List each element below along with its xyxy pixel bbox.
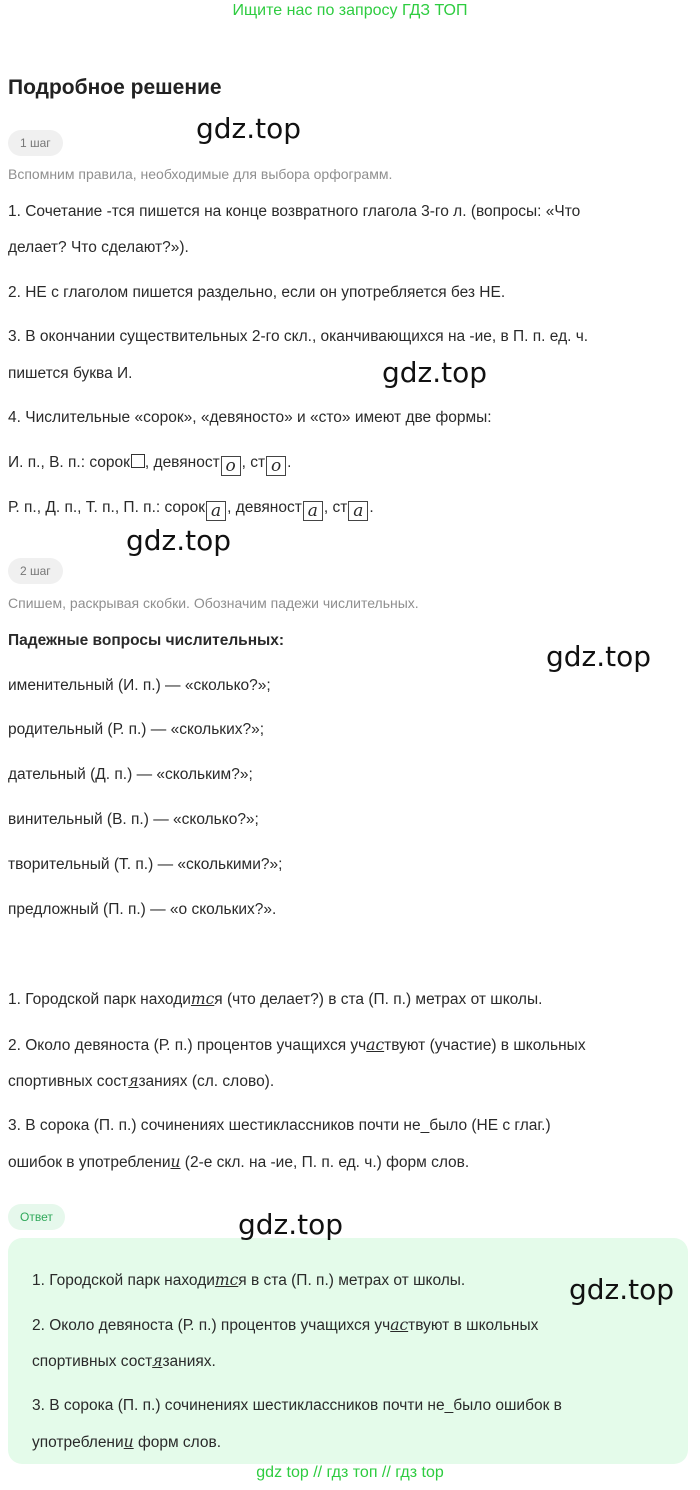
case-item: творительный (Т. п.) — «сколькими?»; (8, 856, 283, 873)
sentence-text: ошибок в употреблени (8, 1154, 171, 1171)
answer-text: спортивных сост (32, 1353, 153, 1370)
sentence-text: (2-е скл. на -ие, П. п. ед. ч.) форм слов. (180, 1154, 470, 1171)
sentence-2-line-2 (8, 1072, 274, 1091)
case-item: родительный (Р. п.) — «скольких?»; (8, 721, 265, 738)
forms-nom-prefix: И. п., В. п.: сорок (8, 454, 130, 471)
answer-badge: Ответ (8, 1204, 65, 1230)
watermark: gdz.top (196, 112, 302, 145)
rule-3-line-1: 3. В окончании существительных 2-го скл., оканчивающихся на -ие, в П. п. ед. ч. (8, 328, 589, 345)
highlighted-orthogram: ас (390, 1316, 409, 1334)
sentence-text: 2. Около девяноста (Р. п.) процентов учащихся уч (8, 1037, 367, 1054)
highlighted-orthogram: тс (190, 990, 215, 1008)
answer-text: твуют в школьных (408, 1317, 539, 1334)
answer-text: употреблени (32, 1434, 124, 1451)
answer-line-4: 3. В сорока (П. п.) сочинениях шестиклассников почти не_было ошибок в (32, 1397, 562, 1414)
sentence-3-line-1: 3. В сорока (П. п.) сочинениях шестиклассников почти не_было (НЕ с глаг.) (8, 1117, 551, 1134)
case-item: предложный (П. п.) — «о скольких?». (8, 901, 277, 918)
footer-links: gdz top // гдз топ // гдз top (256, 1464, 444, 1481)
rule-1-line-1: 1. Сочетание -тся пишется на конце возвратного глагола 3-го л. (вопросы: «Что (8, 203, 581, 220)
step-1-hint: Вспомним правила, необходимые для выбора орфограмм. (8, 166, 393, 182)
step-2-badge: 2 шаг (8, 558, 63, 584)
forms-nominative-line (8, 454, 291, 476)
watermark: gdz.top (546, 640, 652, 673)
forms-nom-end: . (287, 454, 292, 471)
letter-box: а (206, 501, 226, 521)
sentence-text: твуют (участие) в школьных (384, 1037, 586, 1054)
sentence-3-line-2 (8, 1153, 469, 1172)
forms-other-cases-line (8, 499, 374, 521)
empty-box-icon (131, 454, 145, 468)
forms-nom-text-1: , девяност (144, 454, 220, 471)
letter-box: а (348, 501, 368, 521)
rule-1-line-2: делает? Что сделают?»). (8, 239, 189, 256)
sentence-1 (8, 990, 542, 1009)
search-banner: Ищите нас по запросу ГДЗ ТОП (232, 2, 468, 19)
letter-box: о (266, 456, 286, 476)
sentence-text: 1. Городской парк находи (8, 991, 191, 1008)
answer-line-5 (32, 1433, 221, 1452)
watermark: gdz.top (382, 356, 488, 389)
answer-text: форм слов. (133, 1434, 222, 1451)
highlighted-orthogram: я (128, 1072, 139, 1090)
page-title: Подробное решение (8, 76, 222, 99)
answer-line-3 (32, 1352, 216, 1371)
step-2-hint: Спишем, раскрывая скобки. Обозначим падежи числительных. (8, 595, 419, 611)
answer-text: заниях. (162, 1353, 216, 1370)
answer-text: 2. Около девяноста (Р. п.) процентов учащихся уч (32, 1317, 391, 1334)
highlighted-orthogram: тс (214, 1271, 239, 1289)
answer-text: я в ста (П. п.) метрах от школы. (238, 1272, 466, 1289)
cases-title: Падежные вопросы числительных: (8, 632, 285, 649)
forms-oth-text-2: , ст (323, 499, 348, 516)
watermark: gdz.top (238, 1208, 344, 1241)
sentence-text: спортивных сост (8, 1073, 129, 1090)
case-item: винительный (В. п.) — «сколько?»; (8, 811, 259, 828)
sentence-2-line-1 (8, 1036, 586, 1055)
rule-4: 4. Числительные «сорок», «девяносто» и «сто» имеют две формы: (8, 409, 492, 426)
answer-line-2 (32, 1316, 538, 1335)
case-item: дательный (Д. п.) — «скольким?»; (8, 766, 253, 783)
forms-oth-text-1: , девяност (227, 499, 302, 516)
sentence-text: я (что делает?) в ста (П. п.) метрах от школы. (214, 991, 543, 1008)
forms-oth-prefix: Р. п., Д. п., Т. п., П. п.: сорок (8, 499, 206, 516)
watermark: gdz.top (569, 1273, 675, 1306)
rule-2: 2. НЕ с глаголом пишется раздельно, если он употребляется без НЕ. (8, 284, 506, 301)
answer-line-1 (32, 1271, 465, 1290)
sentence-text: заниях (сл. слово). (138, 1073, 275, 1090)
letter-box: а (303, 501, 323, 521)
highlighted-orthogram: ас (366, 1036, 385, 1054)
watermark: gdz.top (126, 524, 232, 557)
forms-oth-end: . (369, 499, 374, 516)
highlighted-orthogram: и (170, 1153, 181, 1171)
case-item: именительный (И. п.) — «сколько?»; (8, 677, 271, 694)
step-1-badge: 1 шаг (8, 130, 63, 156)
letter-box: о (221, 456, 241, 476)
forms-nom-text-2: , ст (241, 454, 266, 471)
answer-text: 1. Городской парк находи (32, 1272, 215, 1289)
rule-3-line-2: пишется буква И. (8, 365, 133, 382)
highlighted-orthogram: и (123, 1433, 134, 1451)
highlighted-orthogram: я (152, 1352, 163, 1370)
